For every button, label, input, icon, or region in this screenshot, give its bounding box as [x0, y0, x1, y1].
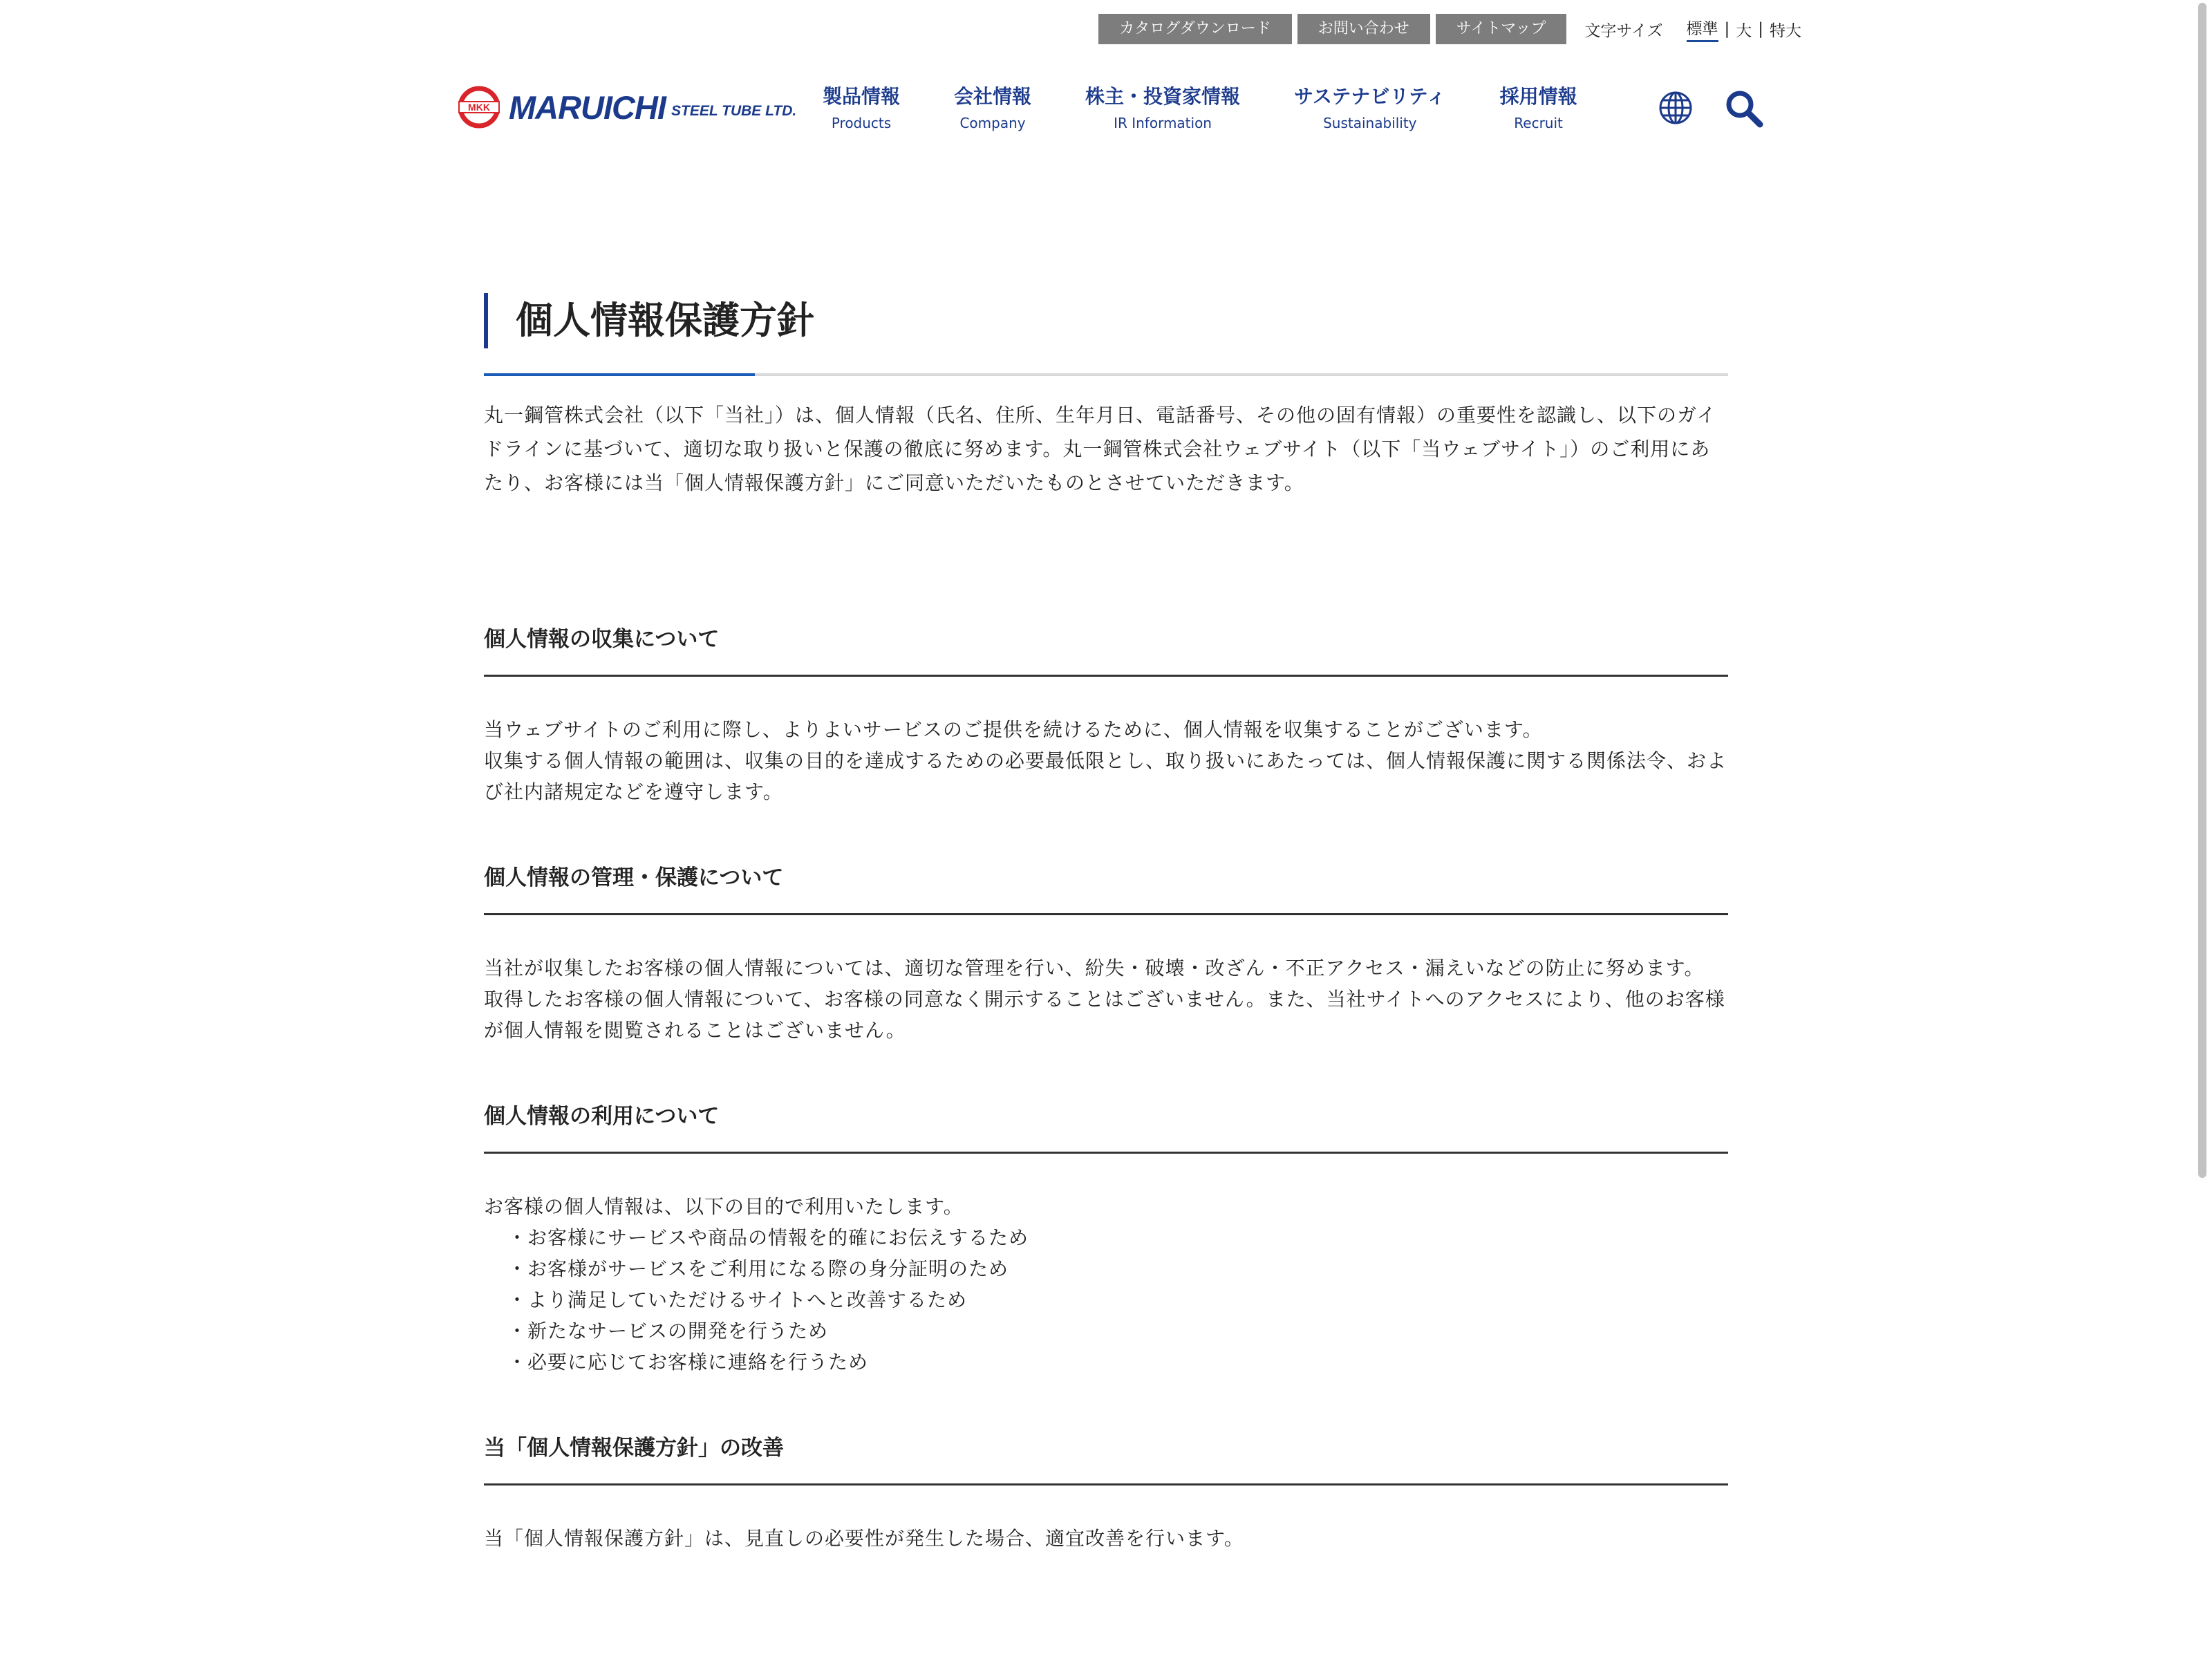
sitemap-button[interactable]: サイトマップ [1436, 14, 1567, 44]
nav-label-en: Sustainability [1323, 115, 1417, 131]
list-item: ・必要に応じてお客様に連絡を行うため [507, 1351, 869, 1374]
section-paragraph: 当社が収集したお客様の個人情報については、適切な管理を行い、紛失・破壊・改ざん・不正アクセス・漏えいなどの防止に努めます。 [484, 957, 1705, 980]
font-size-label: 文字サイズ [1584, 21, 1663, 40]
section-paragraph: 取得したお客様の個人情報について、お客様の同意なく開示することはございません。また、当社サイトへのアクセスにより、他のお客様が個人情報を閲覧されることはございません。 [484, 988, 1725, 1042]
logo-mark-icon [458, 86, 500, 129]
nav-sustainability[interactable] [1294, 82, 1446, 131]
nav-label-jp: 採用情報 [1499, 85, 1577, 108]
purpose-list [484, 1222, 1728, 1378]
list-item: ・新たなサービスの開発を行うため [507, 1320, 829, 1342]
nav-label-en: Company [959, 115, 1026, 131]
logo-mark-text: MKK [468, 102, 490, 113]
global-nav [823, 82, 1577, 131]
nav-label-jp: 株主・投資家情報 [1085, 85, 1241, 108]
section-body [484, 714, 1728, 807]
nav-label-jp: 製品情報 [823, 85, 901, 108]
nav-label-jp: 会社情報 [954, 85, 1032, 108]
section-heading: 個人情報の収集について [484, 621, 1728, 677]
page-title: 個人情報保護方針 [484, 293, 1728, 348]
section-collection [484, 621, 1728, 807]
divider: | [1758, 20, 1763, 38]
font-size-large[interactable]: 大 [1736, 21, 1752, 40]
title-underline-accent [484, 373, 755, 376]
globe-icon[interactable] [1658, 90, 1694, 126]
section-heading: 個人情報の管理・保護について [484, 860, 1728, 915]
section-paragraph: お客様の個人情報は、以下の目的で利用いたします。 [484, 1195, 964, 1218]
nav-label-en: Recruit [1514, 115, 1563, 131]
logo-name: MARUICHI [509, 88, 666, 126]
list-item: ・お客様がサービスをご利用になる際の身分証明のため [507, 1257, 1009, 1280]
nav-ir[interactable] [1085, 82, 1240, 131]
title-underline [484, 373, 1728, 376]
utility-bar [1093, 14, 1801, 44]
search-icon[interactable] [1724, 88, 1764, 129]
section-body [484, 1523, 1728, 1554]
section-paragraph: 当「個人情報保護方針」は、見直しの必要性が発生した場合、適宜改善を行います。 [484, 1527, 1244, 1550]
intro-paragraph: 丸一鋼管株式会社（以下「当社」）は、個人情報（氏名、住所、生年月日、電話番号、その他の固有情報）の重要性を認識し、以下のガイドラインに基づいて、適切な取り扱いと保護の徹底に努めます。丸一鋼管株式会社ウェブサイト（以下「当ウェブサイト」）のご利用にあたり、お客様には当「個人情報保護方針」にご同意いただいたものとさせていただきます。 [484, 404, 1717, 494]
section-heading: 個人情報の利用について [484, 1098, 1728, 1154]
nav-label-jp: サステナビリティ [1294, 85, 1446, 108]
contact-button[interactable]: お問い合わせ [1297, 14, 1430, 44]
scrollbar-thumb[interactable] [2198, 3, 2206, 1178]
nav-products[interactable] [823, 82, 900, 131]
logo-subtitle: STEEL TUBE LTD. [671, 103, 797, 119]
section-management [484, 860, 1728, 1046]
font-size-extra-large[interactable]: 特大 [1770, 21, 1801, 40]
nav-label-en: Products [831, 115, 892, 131]
main-content [484, 293, 1728, 1554]
divider: | [1724, 20, 1730, 38]
section-body [484, 1191, 1728, 1378]
list-item: ・より満足していただけるサイトへと改善するため [507, 1288, 968, 1311]
section-paragraph: 当ウェブサイトのご利用に際し、よりよいサービスのご提供を続けるために、個人情報を収集することがございます。 [484, 718, 1543, 741]
nav-label-en: IR Information [1114, 115, 1212, 131]
section-heading: 当「個人情報保護方針」の改善 [484, 1430, 1728, 1485]
site-logo[interactable] [458, 86, 803, 129]
nav-recruit[interactable] [1500, 82, 1577, 131]
section-usage [484, 1098, 1728, 1378]
font-size-standard[interactable]: 標準 [1687, 16, 1718, 42]
section-body [484, 953, 1728, 1046]
section-paragraph: 収集する個人情報の範囲は、収集の目的を達成するための必要最低限とし、取り扱いにあたっては、個人情報保護に関する関係法令、および社内諸規定などを遵守します。 [484, 749, 1727, 803]
catalog-download-button[interactable]: カタログダウンロード [1098, 14, 1292, 44]
nav-company[interactable] [954, 82, 1031, 131]
list-item: ・お客様にサービスや商品の情報を的確にお伝えするため [507, 1226, 1029, 1249]
scrollbar[interactable] [2191, 0, 2212, 1659]
section-improvement [484, 1430, 1728, 1554]
